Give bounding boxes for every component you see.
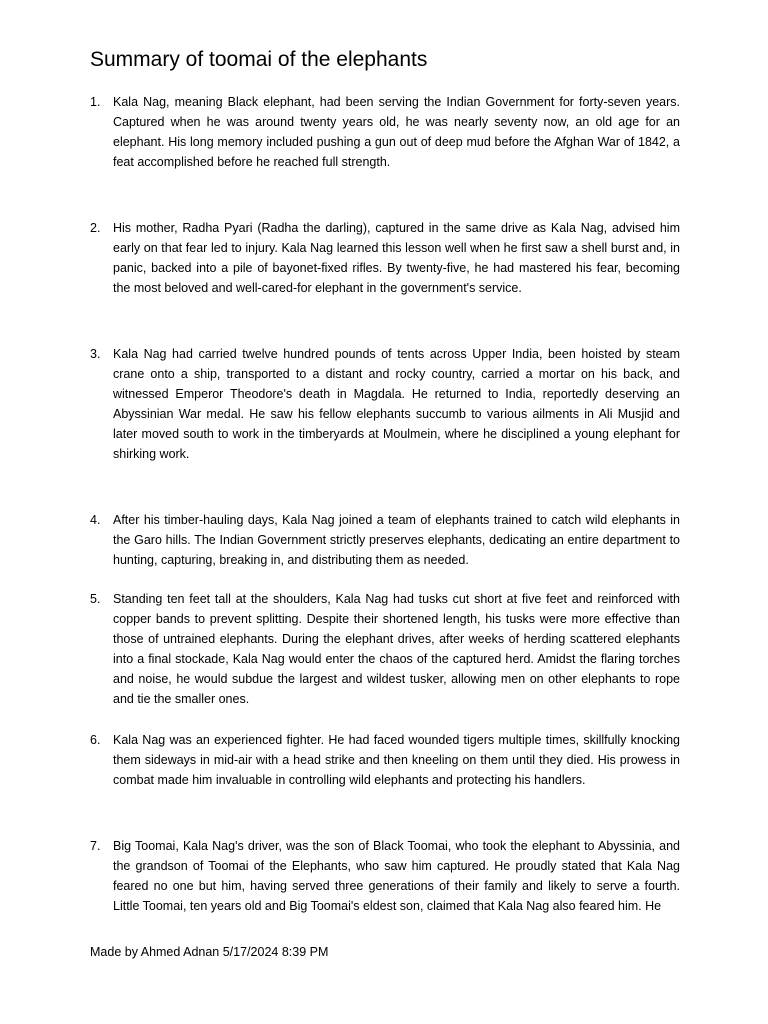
list-item-number: 7. — [90, 839, 101, 853]
list-item — [90, 92, 680, 172]
list-item-number: 6. — [90, 733, 101, 747]
list-item-text: His mother, Radha Pyari (Radha the darling), captured in the same drive as Kala Nag, advised him early on that fear led to injury. Kala Nag learned this lesson well when he first saw a shell burst and, in panic, backed into a pile of bayonet-fixed rifles. By twenty-five, he had mastered his fear, becoming the most beloved and well-cared-for elephant in the government's service. — [113, 221, 680, 295]
list-item — [90, 589, 680, 709]
list-item-number: 5. — [90, 592, 101, 606]
list-item — [90, 510, 680, 570]
document-title: Summary of toomai of the elephants — [90, 48, 428, 71]
list-item-number: 1. — [90, 95, 101, 109]
list-item — [90, 344, 680, 464]
list-item-text: Big Toomai, Kala Nag's driver, was the son of Black Toomai, who took the elephant to Abyssinia, and the grandson of Toomai of the Elephants, who saw him captured. He proudly stated that Kala Nag feared no one but him, having served three generations of their family and likely to serve a fourth. Little Toomai, ten years old and Big Toomai's eldest son, claimed that Kala Nag also feared him. He — [113, 839, 680, 913]
list-item — [90, 730, 680, 790]
list-item-text: Kala Nag, meaning Black elephant, had been serving the Indian Government for forty-seven years. Captured when he was around twenty years old, he was nearly seventy now, an old age for an elephant. His long memory included pushing a gun out of deep mud before the Afghan War of 1842, a feat accomplished before he reached full strength. — [113, 95, 680, 169]
list-item-text: Standing ten feet tall at the shoulders, Kala Nag had tusks cut short at five feet and reinforced with copper bands to prevent splitting. Despite their shortened length, his tusks were more effective than those of untrained elephants. During the elephant drives, after weeks of herding scattered elephants into a final stockade, Kala Nag would enter the chaos of the captured herd. Amidst the flaring torches and noise, he would subdue the largest and wildest tusker, allowing men on other elephants to rope and tie the smaller ones. — [113, 592, 680, 706]
list-item-number: 3. — [90, 347, 101, 361]
list-item — [90, 218, 680, 298]
list-item-number: 2. — [90, 221, 101, 235]
list-item-text: After his timber-hauling days, Kala Nag joined a team of elephants trained to catch wild elephants in the Garo hills. The Indian Government strictly preserves elephants, dedicating an entire department to hunting, capturing, breaking in, and distributing them as needed. — [113, 513, 680, 567]
list-item-text: Kala Nag was an experienced fighter. He had faced wounded tigers multiple times, skillfully knocking them sideways in mid-air with a head strike and then kneeling on them until they died. His prowess in combat made him invaluable in controlling wild elephants and protecting his handlers. — [113, 733, 680, 787]
document-footer: Made by Ahmed Adnan 5/17/2024 8:39 PM — [90, 945, 329, 959]
list-item-text: Kala Nag had carried twelve hundred pounds of tents across Upper India, been hoisted by steam crane onto a ship, transported to a distant and rocky country, carried a mortar on his back, and witnessed Emperor Theodore's death in Magdala. He returned to India, reportedly deserving an Abyssinian War medal. He saw his fellow elephants succumb to various ailments in Ali Musjid and later moved south to work in the timberyards at Moulmein, where he disciplined a young elephant for shirking work. — [113, 347, 680, 461]
list-item-number: 4. — [90, 513, 101, 527]
list-item — [90, 836, 680, 916]
